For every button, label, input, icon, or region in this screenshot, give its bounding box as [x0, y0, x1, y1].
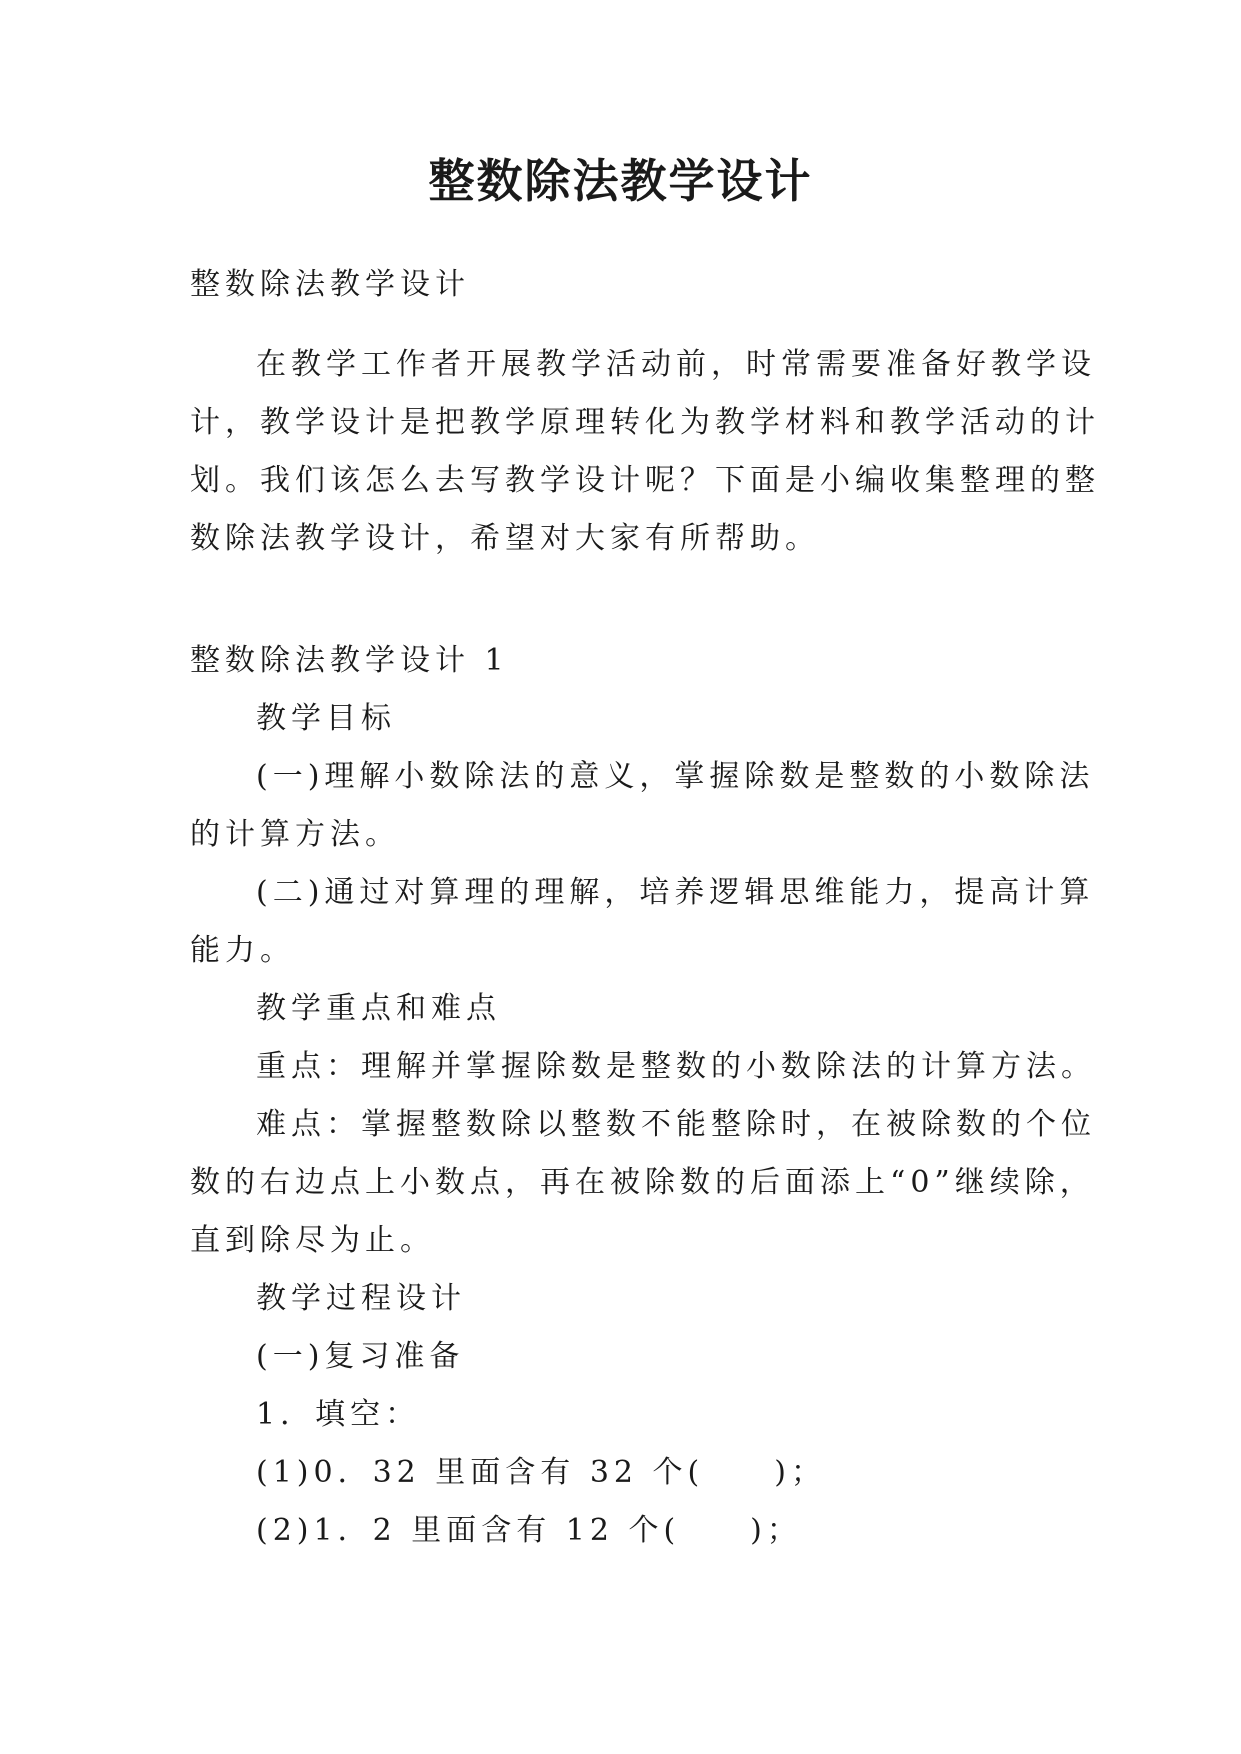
intro-line-2: 计，教学设计是把教学原理转化为教学材料和教学活动的计 [190, 405, 1100, 440]
goals-heading: 教学目标 [256, 701, 396, 736]
goal-2-line-1: (二)通过对算理的理解，培养逻辑思维能力，提高计算 [256, 875, 1095, 910]
document-title: 整数除法教学设计 [428, 154, 813, 208]
exercise-1: (1)0．32 里面含有 32 个( )； [256, 1455, 826, 1490]
review-heading: (一)复习准备 [256, 1339, 465, 1374]
difficulty-line-3: 直到除尽为止。 [190, 1223, 435, 1258]
difficulty-line-2: 数的右边点上小数点，再在被除数的后面添上“0”继续除， [190, 1165, 1095, 1200]
intro-line-1: 在教学工作者开展教学活动前，时常需要准备好教学设 [256, 347, 1096, 382]
key-points-heading: 教学重点和难点 [256, 991, 501, 1026]
goal-2-line-2: 能力。 [190, 933, 295, 968]
difficulty-line-1: 难点：掌握整数除以整数不能整除时，在被除数的个位 [256, 1107, 1096, 1142]
process-heading: 教学过程设计 [256, 1281, 466, 1316]
fill-blank-heading: 1．填空： [256, 1397, 421, 1432]
intro-line-4: 数除法教学设计，希望对大家有所帮助。 [190, 521, 820, 556]
key-point-line: 重点：理解并掌握除数是整数的小数除法的计算方法。 [256, 1049, 1096, 1084]
section-heading: 整数除法教学设计 1 [190, 643, 509, 678]
goal-1-line-1: (一)理解小数除法的意义，掌握除数是整数的小数除法 [256, 759, 1095, 794]
intro-line-3: 划。我们该怎么去写教学设计呢？下面是小编收集整理的整 [190, 463, 1100, 498]
subtitle-line: 整数除法教学设计 [190, 267, 470, 302]
goal-1-line-2: 的计算方法。 [190, 817, 400, 852]
exercise-2: (2)1．2 里面含有 12 个( )； [256, 1513, 802, 1548]
